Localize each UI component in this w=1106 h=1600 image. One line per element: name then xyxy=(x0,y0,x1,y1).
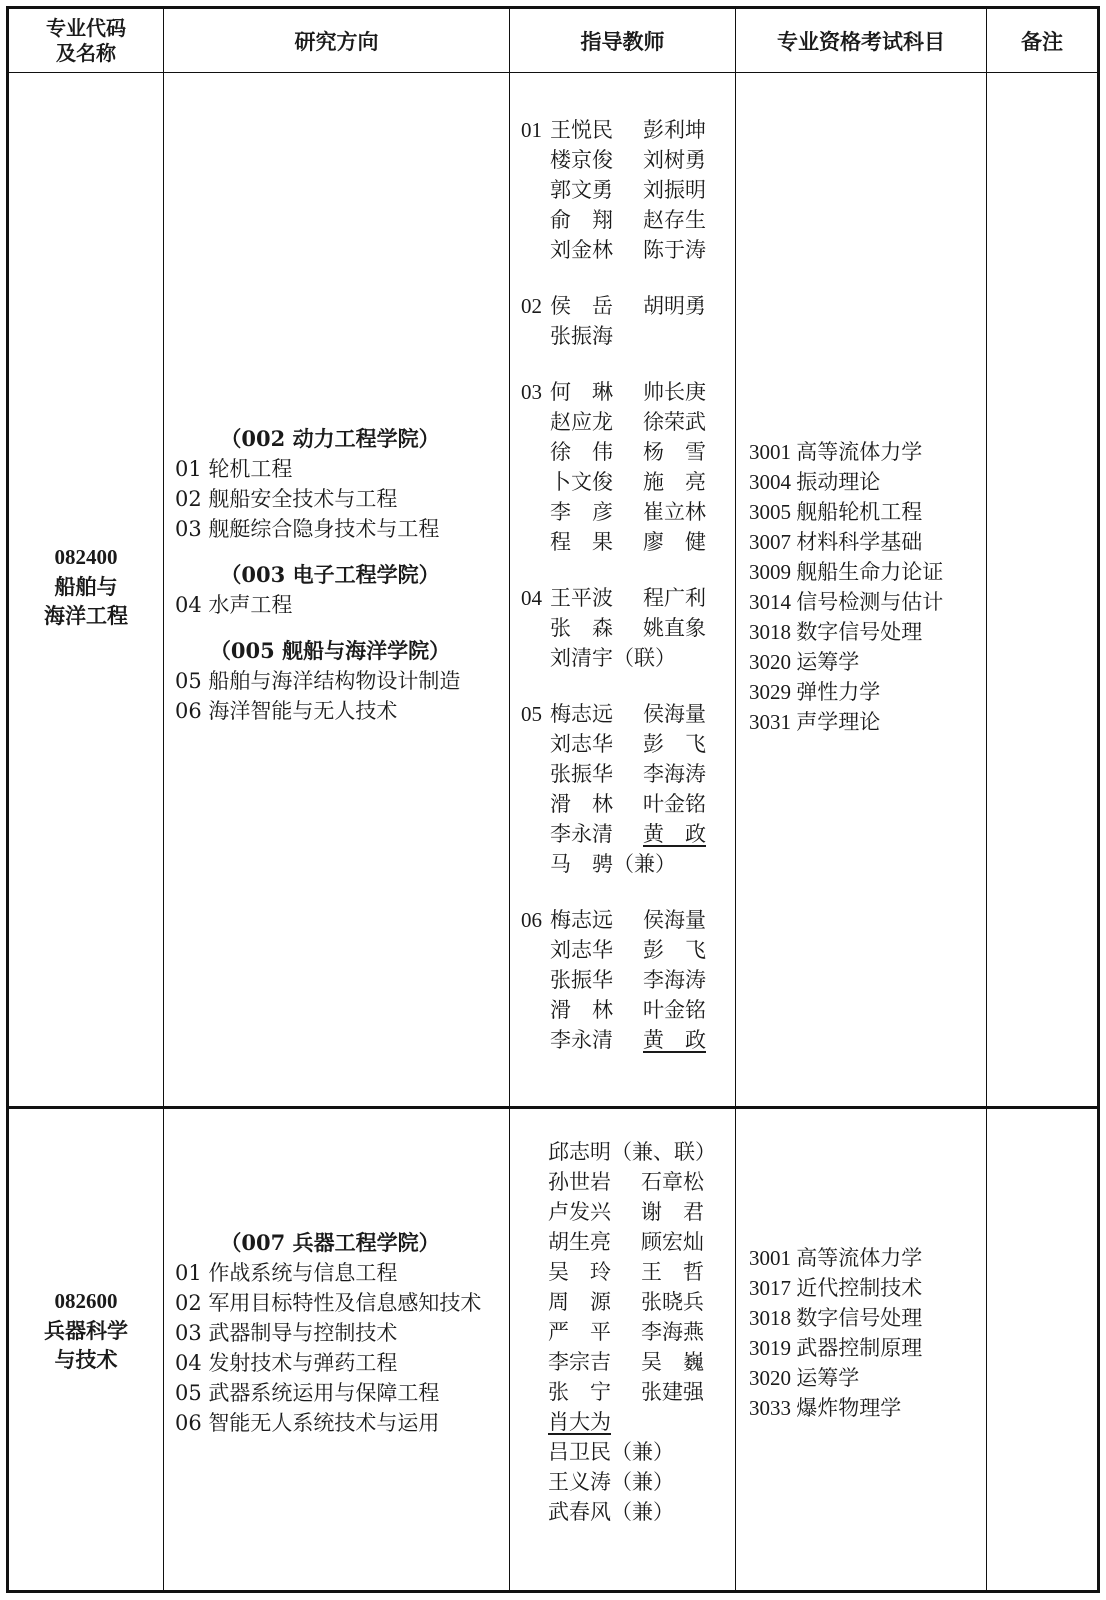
direction-group xyxy=(175,424,515,544)
header-exams: 专业资格考试科目 xyxy=(777,29,945,54)
teacher-name: 赵存生 xyxy=(643,208,706,232)
exam-subject: 3017 近代控制技术 xyxy=(749,1276,923,1300)
exam-subject: 3018 数字信号处理 xyxy=(749,620,923,644)
teacher-pair xyxy=(550,145,736,175)
direction-item: 04 发射技术与弹药工程 xyxy=(175,1351,398,1375)
teacher-name: 刘志华 xyxy=(550,732,613,756)
teacher-name: 刘金林 xyxy=(550,238,613,262)
teacher-pair xyxy=(550,643,736,673)
teacher-name: 吴 玲 xyxy=(548,1260,611,1284)
header-direction: 研究方向 xyxy=(294,29,379,54)
teacher-pair xyxy=(548,1167,763,1197)
program-code: 082600 xyxy=(54,1289,118,1313)
direction-item: 03 舰艇综合隐身技术与工程 xyxy=(175,517,440,541)
teacher-name: 李永清 xyxy=(550,822,613,846)
teacher-pair xyxy=(550,819,736,849)
teacher-name-underlined: 黄 政 xyxy=(643,1028,706,1052)
teacher-name: 李永清 xyxy=(550,1028,613,1052)
teacher-name: 叶金铭 xyxy=(643,998,706,1022)
program-name-line2: 与技术 xyxy=(54,1347,118,1372)
teacher-name: 侯海量 xyxy=(643,908,706,932)
college-title: （005 舰船与海洋学院） xyxy=(209,638,451,663)
teacher-pair xyxy=(550,789,736,819)
teacher-pair xyxy=(550,467,736,497)
teacher-name: 王悦民 xyxy=(550,118,613,142)
teacher-list xyxy=(521,115,736,1081)
teacher-pair xyxy=(550,291,736,321)
teacher-name: 严 平 xyxy=(548,1320,611,1344)
teacher-name: 王平波 xyxy=(550,586,613,610)
direction-item: 01 轮机工程 xyxy=(175,457,293,481)
teacher-name: 张振华 xyxy=(550,762,613,786)
teacher-names xyxy=(550,905,736,1055)
exam-subject: 3014 信号检测与估计 xyxy=(749,590,944,614)
row-divider xyxy=(9,1106,1097,1109)
teacher-pair xyxy=(550,321,736,351)
exam-subject: 3019 武器控制原理 xyxy=(749,1336,923,1360)
teacher-name: 梅志远 xyxy=(550,908,613,932)
program-code-cell xyxy=(9,1287,163,1374)
teacher-name: 刘振明 xyxy=(643,178,706,202)
exam-subjects xyxy=(749,437,989,737)
teacher-name: 楼京俊 xyxy=(550,148,613,172)
teacher-pair xyxy=(548,1137,763,1167)
teacher-name: 武春风（兼） xyxy=(548,1500,674,1524)
program-name-line1: 兵器科学 xyxy=(44,1318,128,1343)
exam-subject: 3001 高等流体力学 xyxy=(749,1246,923,1270)
teacher-pair xyxy=(550,849,736,879)
teacher-name: 张 宁 xyxy=(548,1380,611,1404)
teacher-pair xyxy=(550,759,736,789)
exam-subject: 3029 弹性力学 xyxy=(749,680,881,704)
teacher-group xyxy=(521,905,736,1055)
teacher-pair xyxy=(548,1377,763,1407)
teacher-pair xyxy=(548,1317,763,1347)
teacher-name: 侯海量 xyxy=(643,702,706,726)
teacher-name: 郭文勇 xyxy=(550,178,613,202)
teacher-name: 彭 飞 xyxy=(643,732,706,756)
teacher-pair xyxy=(550,729,736,759)
teacher-names xyxy=(550,291,736,351)
teacher-pair xyxy=(550,407,736,437)
teacher-names xyxy=(550,699,736,879)
teacher-name: 吴 巍 xyxy=(641,1350,704,1374)
teacher-name: 刘清宇（联） xyxy=(550,646,676,670)
teacher-name: 吕卫民（兼） xyxy=(548,1440,674,1464)
teacher-name: 张晓兵 xyxy=(641,1290,704,1314)
teacher-name: 何 琳 xyxy=(550,380,613,404)
teacher-pair xyxy=(550,995,736,1025)
exam-subject: 3007 材料科学基础 xyxy=(749,530,923,554)
header-teachers: 指导教师 xyxy=(580,29,665,54)
direction-group xyxy=(175,560,515,620)
teacher-group xyxy=(521,115,736,265)
direction-group xyxy=(175,636,515,726)
teacher-name: 马 骋（兼） xyxy=(550,852,676,876)
teacher-pair xyxy=(550,699,736,729)
teacher-name: 程广利 xyxy=(643,586,706,610)
exam-subject: 3020 运筹学 xyxy=(749,1366,860,1390)
teacher-name: 徐 伟 xyxy=(550,440,613,464)
teacher-name: 张建强 xyxy=(641,1380,704,1404)
teacher-name: 刘树勇 xyxy=(643,148,706,172)
teacher-pair xyxy=(548,1467,763,1497)
program-name-line1: 船舶与 xyxy=(54,574,118,599)
teacher-names xyxy=(550,115,736,265)
teacher-pair xyxy=(550,115,736,145)
teacher-name: 张振华 xyxy=(550,968,613,992)
teacher-name: 胡明勇 xyxy=(643,294,706,318)
program-code-cell xyxy=(9,543,163,630)
col-divider xyxy=(163,9,164,1590)
teacher-pair xyxy=(550,377,736,407)
teacher-pair xyxy=(550,1025,736,1055)
teacher-pair xyxy=(548,1197,763,1227)
teacher-name: 赵应龙 xyxy=(550,410,613,434)
college-title: （002 动力工程学院） xyxy=(220,426,440,451)
teacher-group xyxy=(521,699,736,879)
direction-item: 04 水声工程 xyxy=(175,593,293,617)
teacher-name: 徐荣武 xyxy=(643,410,706,434)
teacher-name: 梅志远 xyxy=(550,702,613,726)
teacher-names xyxy=(550,583,736,673)
exam-subject: 3031 声学理论 xyxy=(749,710,881,734)
teacher-name: 卢发兴 xyxy=(548,1200,611,1224)
teacher-name: 李海涛 xyxy=(643,762,706,786)
teacher-group xyxy=(521,583,736,673)
teacher-name: 刘志华 xyxy=(550,938,613,962)
direction-item: 02 舰船安全技术与工程 xyxy=(175,487,398,511)
teacher-name: 邱志明（兼、联） xyxy=(548,1140,716,1164)
teacher-pair xyxy=(550,965,736,995)
direction-item: 05 船舶与海洋结构物设计制造 xyxy=(175,669,461,693)
direction-item: 05 武器系统运用与保障工程 xyxy=(175,1381,440,1405)
direction-number: 03 xyxy=(521,380,542,404)
teacher-pair xyxy=(548,1437,763,1467)
teacher-name: 程 果 xyxy=(550,530,613,554)
teacher-name: 彭利坤 xyxy=(643,118,706,142)
teacher-pair xyxy=(550,583,736,613)
exam-subject: 3009 舰船生命力论证 xyxy=(749,560,944,584)
teacher-pair xyxy=(550,205,736,235)
teacher-pair xyxy=(548,1497,763,1527)
teacher-names xyxy=(550,377,736,557)
teacher-pair xyxy=(548,1287,763,1317)
program-table xyxy=(6,6,1100,1593)
teacher-name: 李海涛 xyxy=(643,968,706,992)
teacher-pair xyxy=(550,527,736,557)
direction-item: 06 海洋智能与无人技术 xyxy=(175,699,398,723)
research-directions xyxy=(175,424,515,742)
teacher-name: 李 彦 xyxy=(550,500,613,524)
teacher-name: 石章松 xyxy=(641,1170,704,1194)
teacher-name: 胡生亮 xyxy=(548,1230,611,1254)
header-remark: 备注 xyxy=(1021,29,1063,54)
direction-item: 01 作战系统与信息工程 xyxy=(175,1261,398,1285)
program-name-line2: 海洋工程 xyxy=(44,603,128,628)
teacher-name: 陈于涛 xyxy=(643,238,706,262)
teacher-name: 孙世岩 xyxy=(548,1170,611,1194)
exam-subject: 3005 舰船轮机工程 xyxy=(749,500,923,524)
header-code xyxy=(9,9,163,73)
teacher-list xyxy=(548,1137,763,1527)
teacher-pair xyxy=(550,497,736,527)
teacher-name: 杨 雪 xyxy=(643,440,706,464)
teacher-name: 帅长庚 xyxy=(643,380,706,404)
exam-subject: 3001 高等流体力学 xyxy=(749,440,923,464)
direction-item: 06 智能无人系统技术与运用 xyxy=(175,1411,440,1435)
direction-number: 05 xyxy=(521,702,542,726)
college-title: （007 兵器工程学院） xyxy=(220,1230,440,1255)
exam-subject: 3033 爆炸物理学 xyxy=(749,1396,902,1420)
research-directions xyxy=(175,1228,515,1454)
college-title: （003 电子工程学院） xyxy=(220,562,440,587)
header-code-line2: 及名称 xyxy=(56,41,116,65)
teacher-name: 顾宏灿 xyxy=(641,1230,704,1254)
teacher-pair xyxy=(550,235,736,265)
direction-number: 02 xyxy=(521,294,542,318)
teacher-pair xyxy=(550,175,736,205)
teacher-name: 李宗吉 xyxy=(548,1350,611,1374)
teacher-name: 叶金铭 xyxy=(643,792,706,816)
teacher-pair xyxy=(548,1407,763,1437)
teacher-name: 卜文俊 xyxy=(550,470,613,494)
teacher-name: 张振海 xyxy=(550,324,613,348)
teacher-pair xyxy=(548,1257,763,1287)
teacher-name: 廖 健 xyxy=(643,530,706,554)
direction-number: 06 xyxy=(521,908,542,932)
exam-subject: 3004 振动理论 xyxy=(749,470,881,494)
teacher-name: 王 哲 xyxy=(641,1260,704,1284)
direction-item: 03 武器制导与控制技术 xyxy=(175,1321,398,1345)
teacher-name: 张 森 xyxy=(550,616,613,640)
teacher-name-underlined: 黄 政 xyxy=(643,822,706,846)
teacher-pair xyxy=(550,613,736,643)
teacher-name: 周 源 xyxy=(548,1290,611,1314)
teacher-name: 谢 君 xyxy=(641,1200,704,1224)
teacher-name: 滑 林 xyxy=(550,998,613,1022)
teacher-pair xyxy=(548,1227,763,1257)
program-code: 082400 xyxy=(54,545,118,569)
teacher-group xyxy=(521,291,736,351)
exam-subject: 3018 数字信号处理 xyxy=(749,1306,923,1330)
direction-number: 01 xyxy=(521,118,542,142)
teacher-name: 侯 岳 xyxy=(550,294,613,318)
exam-subject: 3020 运筹学 xyxy=(749,650,860,674)
teacher-pair xyxy=(550,935,736,965)
teacher-name: 姚直象 xyxy=(643,616,706,640)
teacher-name: 施 亮 xyxy=(643,470,706,494)
teacher-pair xyxy=(550,437,736,467)
direction-group xyxy=(175,1228,515,1438)
exam-subjects xyxy=(749,1243,989,1423)
header-code-line1: 专业代码 xyxy=(46,16,126,40)
direction-number: 04 xyxy=(521,586,542,610)
teacher-group xyxy=(521,377,736,557)
teacher-name: 崔立林 xyxy=(643,500,706,524)
teacher-name: 滑 林 xyxy=(550,792,613,816)
teacher-pair xyxy=(550,905,736,935)
direction-item: 02 军用目标特性及信息感知技术 xyxy=(175,1291,482,1315)
teacher-name: 李海燕 xyxy=(641,1320,704,1344)
teacher-name: 俞 翔 xyxy=(550,208,613,232)
teacher-name: 王义涛（兼） xyxy=(548,1470,674,1494)
teacher-name: 彭 飞 xyxy=(643,938,706,962)
teacher-pair xyxy=(548,1347,763,1377)
teacher-name-underlined: 肖大为 xyxy=(548,1410,611,1434)
